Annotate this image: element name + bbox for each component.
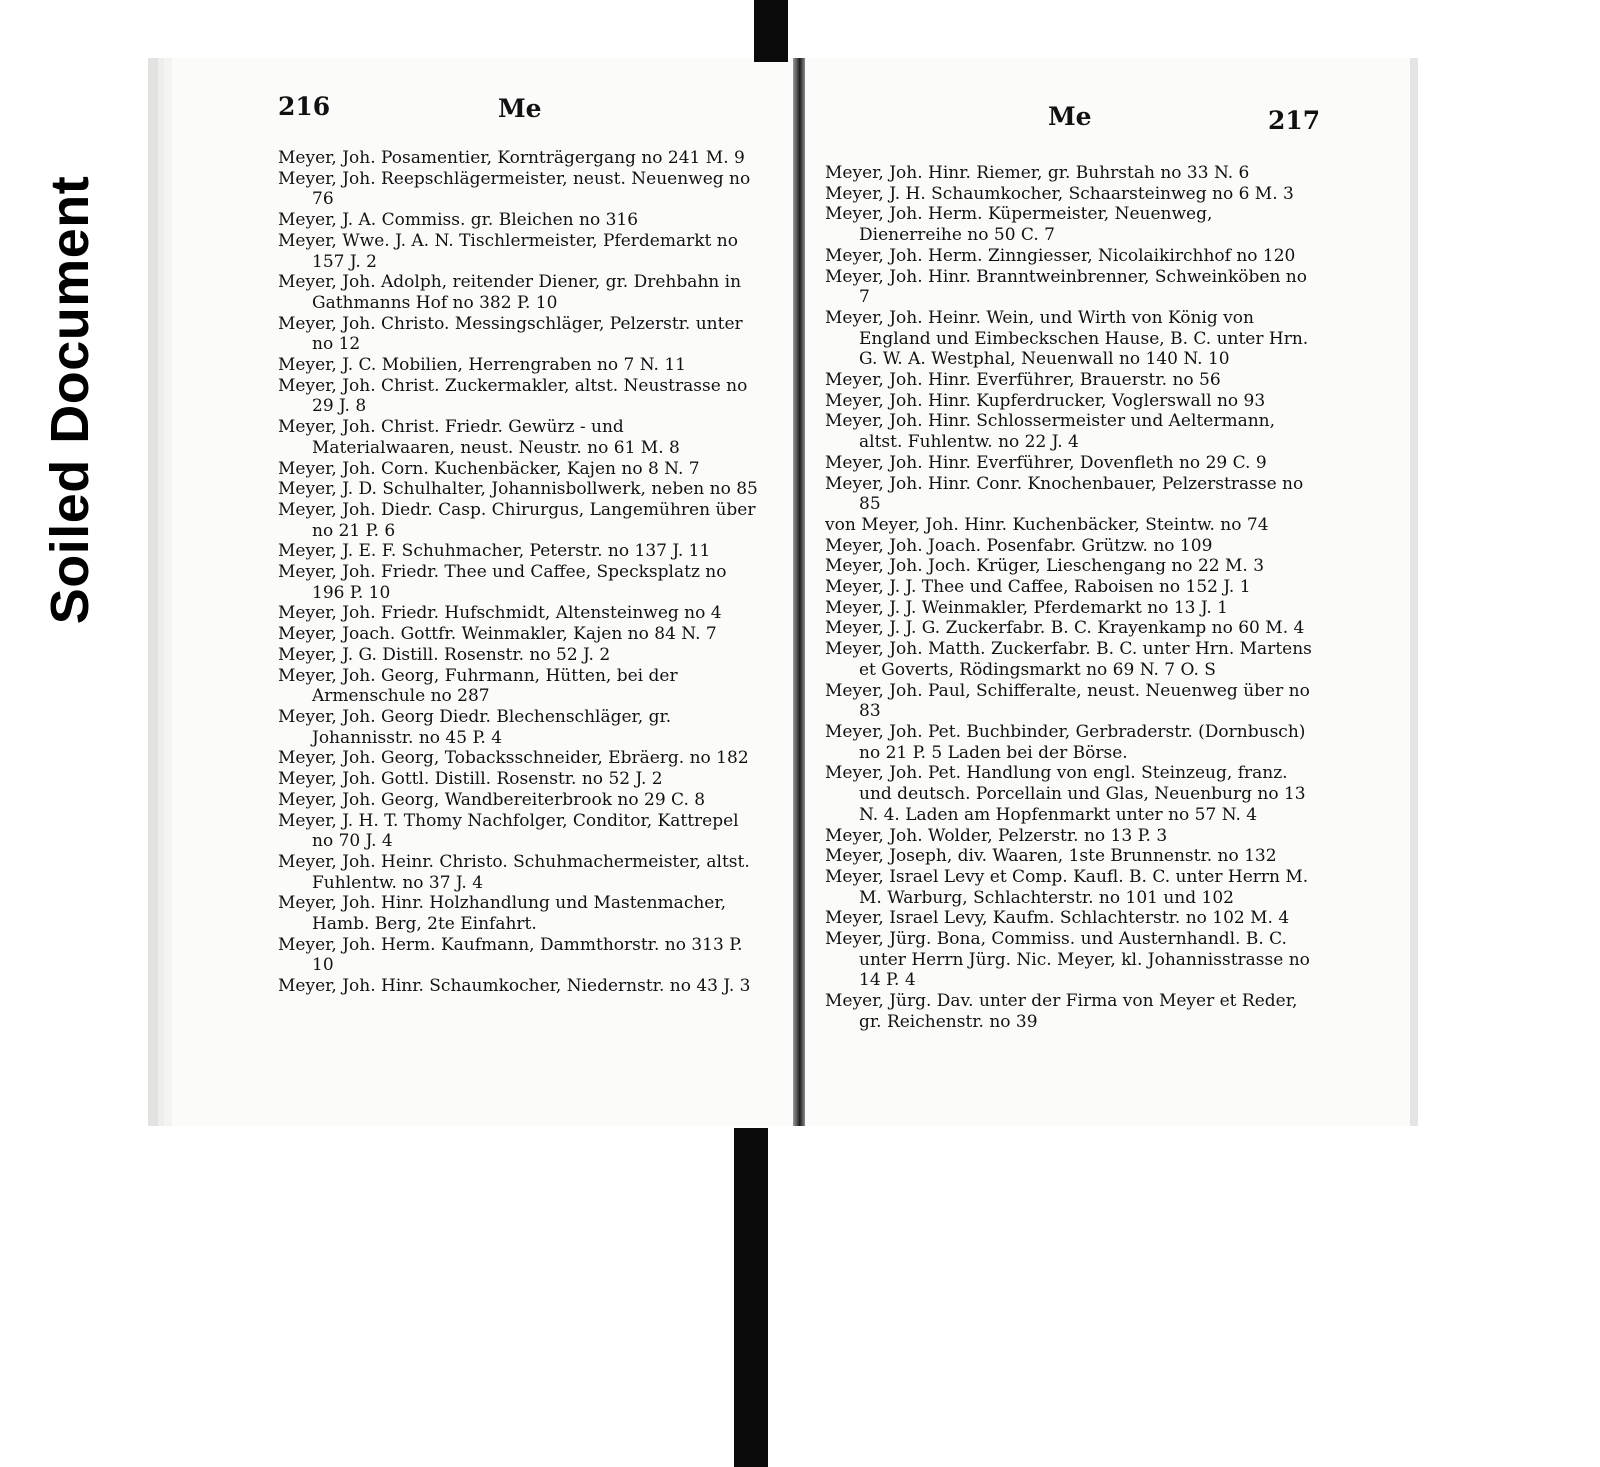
directory-entry: Meyer, Joh. Friedr. Thee und Caffee, Specksplatz no 196 P. 10 <box>278 562 727 603</box>
directory-entry: Meyer, Joh. Pet. Handlung von engl. Steinzeug, franz. und deutsch. Porcellain und Glas, Neuenburg no 13 N. 4. Laden am Hopfenmarkt unter no 57 N. 4 <box>825 763 1306 825</box>
directory-entry: Meyer, J. A. Commiss. gr. Bleichen no 316 <box>278 210 639 231</box>
directory-entry: Meyer, Joh. Reepschlägermeister, neust. Neuenweg no 76 <box>278 168 751 210</box>
directory-entry: Meyer, Joh. Hinr. Everführer, Dovenfleth no 29 C. 9 <box>825 452 1267 473</box>
directory-entry: Meyer, Joh. Georg, Fuhrmann, Hütten, bei der Armenschule no 287 <box>278 665 678 707</box>
directory-entry: Meyer, Joh. Hinr. Holzhandlung und Mastenmacher, Hamb. Berg, 2te Einfahrt. <box>278 893 727 935</box>
open-book <box>148 58 1418 1126</box>
directory-entry: Meyer, Joh. Hinr. Riemer, gr. Buhrstah no 33 N. 6 <box>825 163 1250 183</box>
directory-entry: Meyer, Wwe. J. A. N. Tischlermeister, Pferdemarkt no 157 J. 2 <box>278 230 738 272</box>
directory-entry: Meyer, Joach. Gottfr. Weinmakler, Kajen no 84 N. 7 <box>278 624 717 645</box>
directory-entry: Meyer, Joh. Joach. Posenfabr. Grützw. no 109 <box>825 535 1213 556</box>
directory-entry: Meyer, Joh. Wolder, Pelzerstr. no 13 P. 3 <box>825 825 1168 846</box>
directory-entry: Meyer, Joh. Herm. Zinngiesser, Nicolaikirchhof no 120 <box>825 245 1296 266</box>
right-entry-list <box>825 163 1320 1033</box>
directory-entry: Meyer, Joh. Pet. Buchbinder, Gerbraderstr. (Dornbusch) no 21 P. 5 Laden bei der Börse. <box>825 721 1306 763</box>
right-page <box>803 58 1418 1126</box>
directory-entry: Meyer, J. D. Schulhalter, Johannisbollwerk, neben no 85 <box>278 479 758 500</box>
stamp-label: Soiled Document <box>40 175 100 625</box>
directory-entry: Meyer, Joh. Heinr. Christo. Schuhmachermeister, altst. Fuhlentw. no 37 J. 4 <box>278 851 750 893</box>
scan-clip-bottom <box>734 1128 768 1467</box>
directory-entry: Meyer, Joh. Diedr. Casp. Chirurgus, Langemühren über no 21 P. 6 <box>278 499 756 541</box>
directory-entry: Meyer, Joseph, div. Waaren, 1ste Brunnenstr. no 132 <box>825 846 1277 867</box>
directory-entry: Meyer, J. E. F. Schuhmacher, Peterstr. no 137 J. 11 <box>278 541 711 562</box>
directory-entry: Meyer, Joh. Hinr. Schlossermeister und Aeltermann, altst. Fuhlentw. no 22 J. 4 <box>825 411 1276 453</box>
directory-entry: Meyer, Israel Levy et Comp. Kaufl. B. C. unter Herrn M. M. Warburg, Schlachterstr. no 101 und 102 <box>825 866 1309 908</box>
directory-entry: Meyer, Joh. Georg, Wandbereiterbrook no 29 C. 8 <box>278 789 706 810</box>
directory-entry: Meyer, Joh. Hinr. Branntweinbrenner, Schweinköben no 7 <box>825 266 1307 308</box>
directory-entry: Meyer, Joh. Hinr. Kupferdrucker, Voglerswall no 93 <box>825 390 1266 411</box>
directory-entry: Meyer, Joh. Matth. Zuckerfabr. B. C. unter Hrn. Martens et Goverts, Rödingsmarkt no 69 N. 7 O. S <box>825 639 1312 680</box>
directory-entry: Meyer, Jürg. Bona, Commiss. und Austernhandl. B. C. unter Herrn Jürg. Nic. Meyer, kl. Johannisstrasse no 14 P. 4 <box>825 929 1310 991</box>
directory-entry: Meyer, J. J. G. Zuckerfabr. B. C. Krayenkamp no 60 M. 4 <box>825 618 1305 639</box>
left-running-head: Me <box>498 94 542 123</box>
directory-entry: Meyer, Israel Levy, Kaufm. Schlachterstr. no 102 M. 4 <box>825 908 1290 929</box>
left-page-number: 216 <box>278 92 331 121</box>
left-page <box>148 58 798 1126</box>
scan-clip-top <box>754 0 788 62</box>
directory-entry: Meyer, Joh. Hinr. Schaumkocher, Niedernstr. no 43 J. 3 <box>278 976 751 997</box>
directory-entry: Meyer, J. G. Distill. Rosenstr. no 52 J. 2 <box>278 644 611 665</box>
right-page-number: 217 <box>1268 106 1321 135</box>
directory-entry: Meyer, Joh. Georg, Tobacksschneider, Ebräerg. no 182 <box>278 748 749 769</box>
book-gutter <box>793 58 805 1126</box>
directory-entry: von Meyer, Joh. Hinr. Kuchenbäcker, Steintw. no 74 <box>825 514 1269 535</box>
directory-entry: Meyer, Jürg. Dav. unter der Firma von Meyer et Reder, gr. Reichenstr. no 39 <box>825 991 1298 1032</box>
directory-entry: Meyer, Joh. Posamentier, Kornträgergang no 241 M. 9 <box>278 148 745 168</box>
directory-entry: Meyer, Joh. Adolph, reitender Diener, gr. Drehbahn in Gathmanns Hof no 382 P. 10 <box>278 272 742 313</box>
directory-entry: Meyer, J. H. T. Thomy Nachfolger, Conditor, Kattrepel no 70 J. 4 <box>278 810 739 852</box>
left-entry-list <box>278 148 758 997</box>
directory-entry: Meyer, Joh. Paul, Schifferalte, neust. Neuenweg über no 83 <box>825 680 1310 722</box>
directory-entry: Meyer, Joh. Herm. Kaufmann, Dammthorstr. no 313 P. 10 <box>278 934 743 976</box>
directory-entry: Meyer, J. C. Mobilien, Herrengraben no 7 N. 11 <box>278 355 686 376</box>
directory-entry: Meyer, Joh. Hinr. Everführer, Brauerstr. no 56 <box>825 370 1221 391</box>
directory-entry: Meyer, Joh. Corn. Kuchenbäcker, Kajen no 8 N. 7 <box>278 458 700 479</box>
right-running-head: Me <box>1048 102 1092 131</box>
directory-entry: Meyer, J. J. Thee und Caffee, Raboisen no 152 J. 1 <box>825 577 1251 598</box>
directory-entry: Meyer, Joh. Gottl. Distill. Rosenstr. no 52 J. 2 <box>278 769 663 790</box>
directory-entry: Meyer, Joh. Christ. Zuckermakler, altst. Neustrasse no 29 J. 8 <box>278 375 748 417</box>
soiled-document-stamp <box>30 140 110 660</box>
directory-entry: Meyer, J. H. Schaumkocher, Schaarsteinweg no 6 M. 3 <box>825 183 1294 204</box>
directory-entry: Meyer, Joh. Heinr. Wein, und Wirth von König von England und Eimbeckschen Hause, B. C. unter Hrn. G. W. A. Westphal, Neuenwall no 140 N. 10 <box>825 307 1309 370</box>
directory-entry: Meyer, Joh. Georg Diedr. Blechenschläger, gr. Johannisstr. no 45 P. 4 <box>278 706 672 748</box>
directory-entry: Meyer, Joh. Christ. Friedr. Gewürz - und Materialwaaren, neust. Neustr. no 61 M. 8 <box>278 417 680 458</box>
directory-entry: Meyer, Joh. Joch. Krüger, Lieschengang no 22 M. 3 <box>825 556 1265 577</box>
directory-entry: Meyer, Joh. Christo. Messingschläger, Pelzerstr. unter no 12 <box>278 313 743 355</box>
directory-entry: Meyer, Joh. Herm. Küpermeister, Neuenweg, Dienerreihe no 50 C. 7 <box>825 204 1213 246</box>
directory-entry: Meyer, Joh. Hinr. Conr. Knochenbauer, Pelzerstrasse no 85 <box>825 473 1304 515</box>
directory-entry: Meyer, J. J. Weinmakler, Pferdemarkt no 13 J. 1 <box>825 597 1228 618</box>
directory-entry: Meyer, Joh. Friedr. Hufschmidt, Altensteinweg no 4 <box>278 603 722 624</box>
